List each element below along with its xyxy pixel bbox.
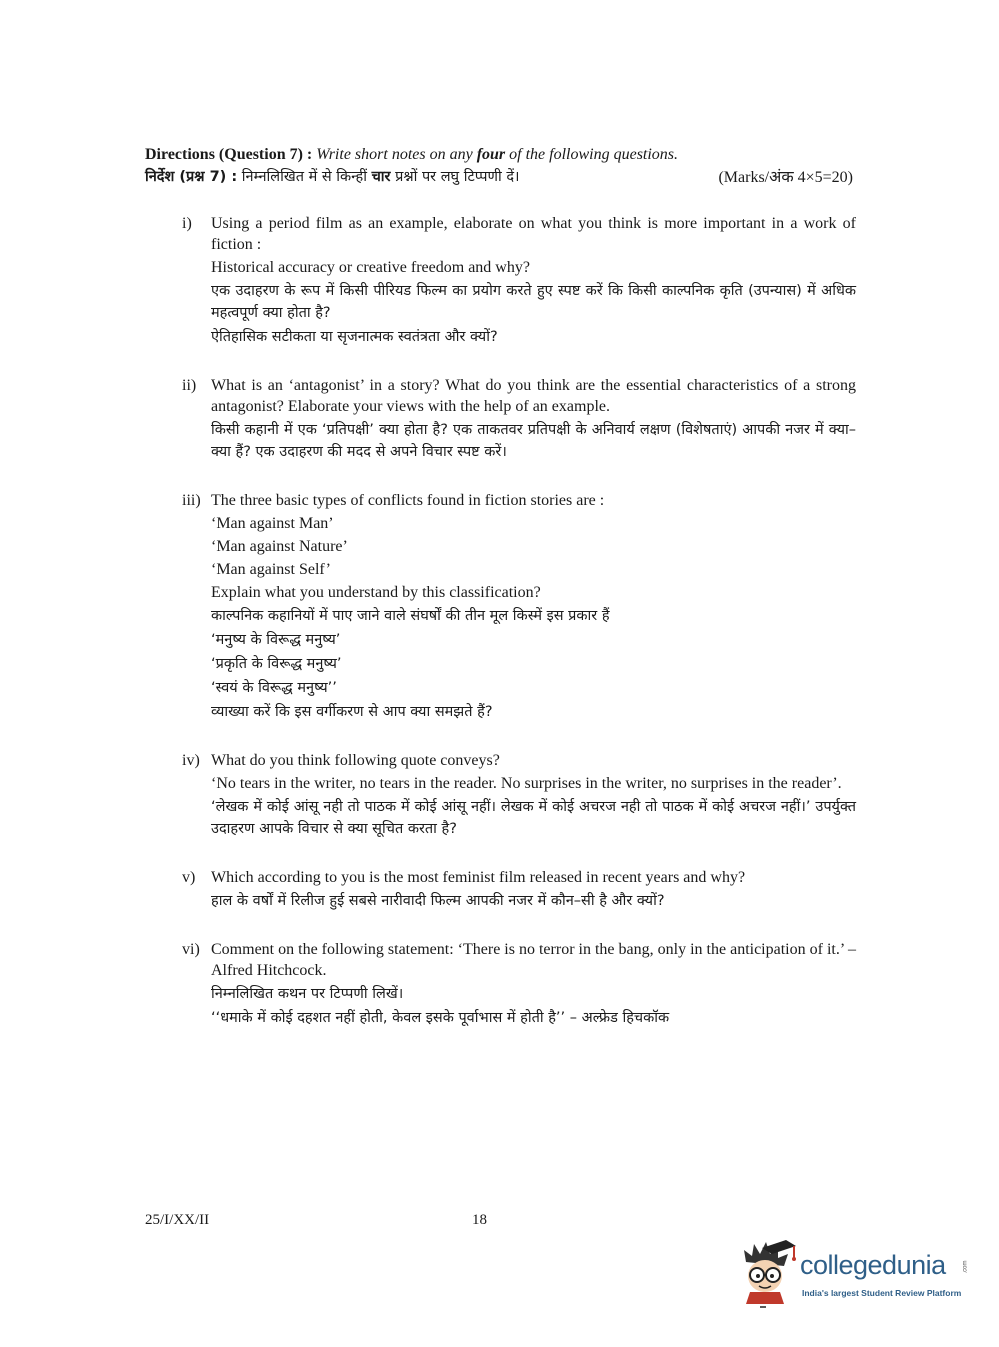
collegedunia-logo: [740, 1240, 970, 1310]
page-number: 18: [472, 1212, 487, 1228]
question-number: vi): [182, 941, 200, 958]
logo-domain: .com: [962, 1260, 969, 1274]
directions-hi-text: निम्नलिखित में से किन्हीं: [241, 169, 367, 185]
question-item: [180, 213, 856, 350]
question-item: [180, 490, 856, 725]
question-line-english: ‘Man against Self’: [211, 561, 331, 578]
directions-hi-label: निर्देश (प्रश्न 7) :: [145, 169, 238, 185]
question-line-english: Which according to you is the most feminist film released in recent years and why?: [211, 869, 746, 886]
question-line-hindi: काल्पनिक कहानियों में पाए जाने वाले संघर्षों की तीन मूल किस्में इस प्रकार हैं: [211, 608, 610, 624]
question-line-english: ‘Man against Man’: [211, 515, 334, 532]
question-body: [211, 939, 856, 1031]
paper-code: 25/I/XX/II: [145, 1212, 210, 1228]
question-item: [180, 939, 856, 1031]
question-body: [211, 750, 856, 842]
marks-label: (Marks/अंक 4×5=20): [718, 169, 853, 186]
directions-block: [145, 143, 857, 189]
question-number: i): [182, 215, 192, 232]
mascot-icon: [740, 1240, 798, 1310]
question-line-english: The three basic types of conflicts found in fiction stories are :: [211, 492, 605, 509]
question-body: [211, 490, 856, 725]
question-line-hindi: ‘प्रकृति के विरूद्ध मनुष्य’: [211, 656, 342, 672]
question-number: iii): [182, 492, 201, 509]
question-body: [211, 375, 856, 465]
question-line-english: Historical accuracy or creative freedom and why?: [211, 259, 530, 276]
question-number: iv): [182, 752, 200, 769]
directions-en-bold: four: [476, 146, 506, 163]
question-body: [211, 867, 856, 914]
directions-hindi: [145, 166, 857, 189]
question-line-hindi: ‘लेखक में कोई आंसू नही तो पाठक में कोई आंसू नहीं। लेखक में कोई अचरज नही तो पाठक में कोई अचरज नहीं।’ उपर्युक्त उदाहरण आपके विचार से क्या सूचित करता है?: [211, 799, 856, 837]
directions-en-text: Write short notes on any: [316, 146, 473, 163]
question-number: v): [182, 869, 196, 886]
question-number: ii): [182, 377, 197, 394]
question-line-hindi: निम्नलिखित कथन पर टिप्पणी लिखें।: [211, 986, 404, 1002]
question-list: [180, 213, 856, 1056]
logo-wordmark: collegedunia: [800, 1250, 946, 1280]
question-body: [211, 213, 856, 350]
directions-hi-bold: चार: [371, 169, 391, 185]
directions-hi-text-after: प्रश्नों पर लघु टिप्पणी दें।: [395, 169, 520, 185]
question-line-hindi: किसी कहानी में एक ‘प्रतिपक्षी’ क्या होता है? एक ताकतवर प्रतिपक्षी के अनिवार्य लक्षण (विशेषताएं) आपकी नजर में क्या–क्या हैं? एक उदाहरण की मदद से अपने विचार स्पष्ट करें।: [211, 422, 856, 460]
question-line-english: Explain what you understand by this classification?: [211, 584, 541, 601]
question-line-hindi: व्याख्या करें कि इस वर्गीकरण से आप क्या समझते हैं?: [211, 704, 493, 720]
directions-en-text-after: of the following questions.: [509, 146, 679, 163]
question-line-english: Using a period film as an example, elaborate on what you think is more important in a work of fiction :: [211, 215, 856, 253]
question-line-hindi: एक उदाहरण के रूप में किसी पीरियड फिल्म का प्रयोग करते हुए स्पष्ट करें कि किसी काल्पनिक कृति (उपन्यास) में अधिक महत्वपूर्ण क्या होता है?: [211, 283, 856, 321]
question-line-english: ‘No tears in the writer, no tears in the reader. No surprises in the writer, no surprises in the reader’.: [211, 775, 842, 792]
directions-english: [145, 143, 857, 166]
question-line-hindi: हाल के वर्षों में रिलीज हुई सबसे नारीवादी फिल्म आपकी नजर में कौन–सी है और क्यों?: [211, 893, 665, 909]
question-item: [180, 867, 856, 914]
question-line-english: What is an ‘antagonist’ in a story? What do you think are the essential characteristics of a strong antagonist? Elaborate your views with the help of an example.: [211, 377, 856, 415]
question-line-hindi: ‘स्वयं के विरूद्ध मनुष्य’’: [211, 680, 337, 696]
question-item: [180, 750, 856, 842]
question-item: [180, 375, 856, 465]
question-line-english: What do you think following quote conveys?: [211, 752, 500, 769]
directions-en-label: Directions (Question 7) :: [145, 146, 313, 163]
logo-tagline: India's largest Student Review Platform: [802, 1288, 962, 1298]
question-line-hindi: ‘मनुष्य के विरूद्ध मनुष्य’: [211, 632, 341, 648]
question-line-english: Comment on the following statement: ‘There is no terror in the bang, only in the anticipation of it.’ – Alfred Hitchcock.: [211, 941, 856, 979]
question-line-hindi: ‘‘धमाके में कोई दहशत नहीं होती, केवल इसके पूर्वाभास में होती है’’ – अल्फ्रेड हिचकॉक: [211, 1010, 670, 1026]
question-line-hindi: ऐतिहासिक सटीकता या सृजनात्मक स्वतंत्रता और क्यों?: [211, 329, 498, 345]
question-line-english: ‘Man against Nature’: [211, 538, 348, 555]
